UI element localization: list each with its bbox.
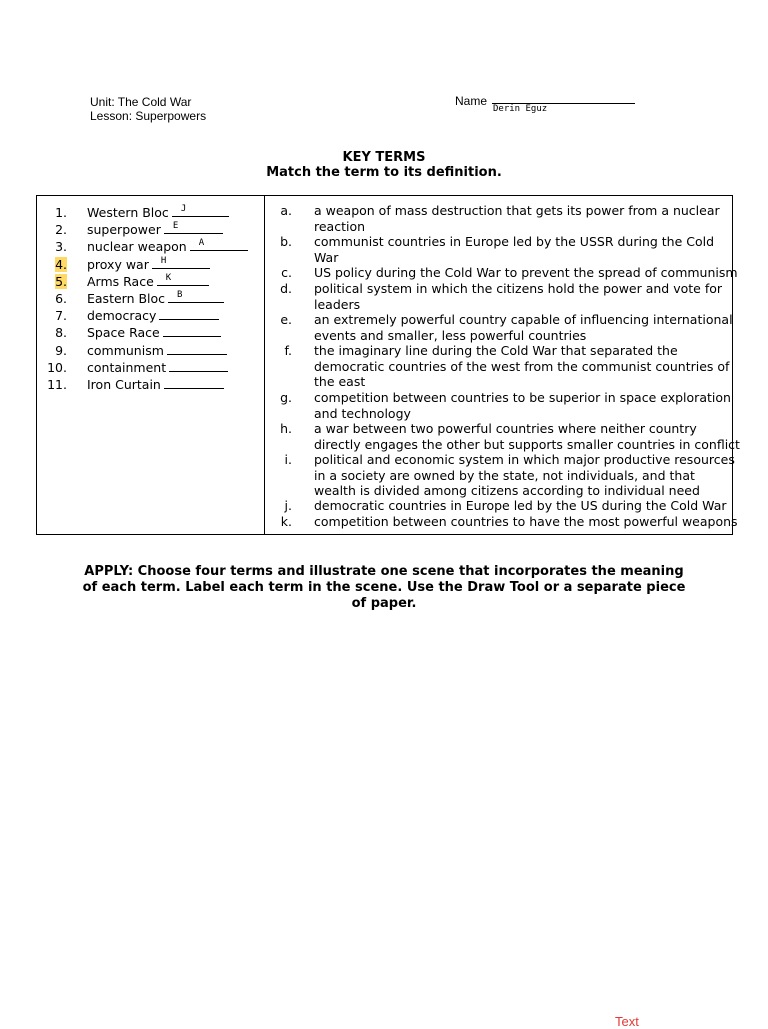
answer-value: E: [172, 221, 179, 232]
term-number: 7.: [55, 308, 67, 324]
term-label: Iron Curtain: [87, 377, 161, 392]
answer-blank[interactable]: [167, 342, 227, 355]
definition-item: [280, 343, 730, 390]
term-row: [37, 238, 263, 255]
definition-line: events and smaller, less powerful countries: [314, 327, 587, 343]
term-number: 2.: [55, 222, 67, 238]
answer-blank[interactable]: [157, 273, 209, 286]
definition-letter: a.: [280, 203, 292, 218]
term-row: [37, 221, 263, 238]
answer-blank[interactable]: [159, 307, 219, 320]
page-title: KEY TERMS: [342, 150, 426, 165]
name-label: Name: [455, 94, 488, 108]
definition-item: [280, 203, 730, 234]
definition-letter: b.: [280, 234, 292, 249]
term-label: proxy war: [87, 256, 149, 272]
answer-value: K: [165, 272, 172, 283]
definition-item: [280, 421, 740, 452]
definition-line: and technology: [314, 405, 411, 421]
definition-line: leaders: [314, 296, 361, 312]
definition-letter: j.: [284, 498, 292, 513]
answer-value: A: [198, 238, 205, 249]
definition-line: directly engages the other but supports smaller countries in conflict: [314, 436, 740, 452]
definition-text: [314, 281, 734, 312]
term-label: communism: [87, 342, 164, 358]
answer-blank[interactable]: [152, 256, 210, 269]
definition-text: [314, 498, 734, 514]
term-label: Arms Race: [87, 273, 154, 289]
term-number: 11.: [47, 377, 67, 392]
lesson-label: Lesson: Superpowers: [90, 109, 207, 123]
definition-line: a war between two powerful countries where neither country: [314, 421, 697, 436]
term-row: [37, 342, 263, 359]
term-number: 5.: [55, 273, 67, 289]
definition-line: democratic countries in Europe led by the US during the Cold War: [314, 498, 727, 513]
term-label: superpower: [87, 222, 161, 238]
text-tool-button[interactable]: Text: [615, 1014, 639, 1029]
definition-item: [280, 312, 733, 343]
answer-blank[interactable]: [168, 290, 224, 303]
term-label: Space Race: [87, 325, 160, 341]
term-row: [37, 204, 263, 221]
definition-line: War: [314, 249, 339, 265]
matching-table: [36, 195, 740, 535]
definition-text: [314, 343, 734, 390]
definition-item: [280, 514, 738, 530]
term-number: 4.: [55, 256, 67, 272]
definition-text: [314, 234, 734, 265]
definition-text: [314, 452, 734, 499]
unit-label: Unit: The Cold War: [90, 95, 192, 109]
term-number: 6.: [55, 291, 67, 306]
definition-text: [314, 265, 738, 281]
term-row: [37, 290, 263, 307]
definition-letter: g.: [280, 390, 292, 405]
term-row: [37, 376, 263, 393]
term-row: [37, 307, 263, 324]
term-number: 1.: [55, 205, 67, 220]
definition-line: competition between countries to be superior in space exploration: [314, 390, 731, 405]
definition-line: US policy during the Cold War to prevent the spread of communism: [314, 265, 738, 280]
term-label: democracy: [87, 308, 157, 324]
definition-text: [314, 514, 738, 530]
term-label: Eastern Bloc: [87, 291, 166, 306]
definition-line: democratic countries of the west from the communist countries of: [314, 358, 730, 374]
definition-item: [280, 452, 735, 499]
definition-item: [280, 281, 730, 312]
answer-value: H: [160, 255, 167, 266]
answer-value: B: [177, 290, 183, 300]
answer-blank[interactable]: [164, 221, 223, 234]
term-label: Western Bloc: [87, 205, 169, 220]
definition-item: [280, 234, 730, 265]
definition-text: [314, 390, 734, 421]
term-label: containment: [87, 359, 167, 375]
definition-line: wealth is divided among citizens according to individual need: [314, 483, 700, 498]
instruction: Match the term to its definition.: [266, 165, 502, 180]
term-row: [37, 359, 263, 376]
definition-line: the imaginary line during the Cold War that separated the: [314, 343, 678, 358]
term-row: [37, 324, 263, 341]
definition-line: political and economic system in which major productive resources: [314, 452, 735, 467]
definition-line: communist countries in Europe led by the USSR during the Cold: [314, 234, 715, 249]
definition-line: in a society are owned by the state, not individuals, and that: [314, 467, 695, 483]
definition-letter: f.: [284, 343, 292, 358]
definition-letter: d.: [280, 281, 292, 296]
definition-line: political system in which the citizens hold the power and vote for: [314, 281, 723, 296]
definition-line: competition between countries to have the most powerful weapons: [314, 514, 738, 529]
term-number: 3.: [55, 239, 67, 255]
answer-blank[interactable]: [163, 324, 221, 337]
definition-line: reaction: [314, 218, 366, 234]
answer-blank[interactable]: [169, 359, 228, 372]
definition-item: [280, 265, 738, 281]
answer-blank[interactable]: [190, 238, 248, 251]
definition-letter: k.: [280, 514, 292, 529]
definition-text: [314, 203, 734, 234]
term-number: 10.: [47, 359, 67, 375]
definition-letter: h.: [280, 421, 292, 436]
answer-blank[interactable]: [164, 376, 224, 389]
definition-line: the east: [314, 374, 366, 389]
term-number: 8.: [55, 325, 67, 341]
definition-letter: i.: [284, 452, 292, 467]
definition-line: a weapon of mass destruction that gets its power from a nuclear: [314, 203, 720, 218]
definition-text: [314, 312, 734, 343]
definition-letter: e.: [280, 312, 292, 327]
definition-item: [280, 390, 730, 421]
term-number: 9.: [55, 342, 67, 358]
definition-item: [280, 498, 730, 514]
definition-text: [314, 421, 740, 452]
definition-line: an extremely powerful country capable of influencing international: [314, 312, 733, 327]
answer-value: J: [180, 204, 187, 214]
term-label: nuclear weapon: [87, 239, 187, 255]
answer-blank[interactable]: [172, 204, 229, 217]
definition-letter: c.: [281, 265, 292, 280]
term-row: [37, 273, 263, 290]
name-field[interactable]: Derin Eguz: [493, 104, 548, 114]
term-row: [37, 256, 263, 273]
apply-instructions: APPLY: Choose four terms and illustrate one scene that incorporates the meaning of each term. Label each term in the scene. Use the Draw Tool or a separate piece of paper.: [82, 564, 686, 611]
column-divider: [264, 196, 265, 534]
